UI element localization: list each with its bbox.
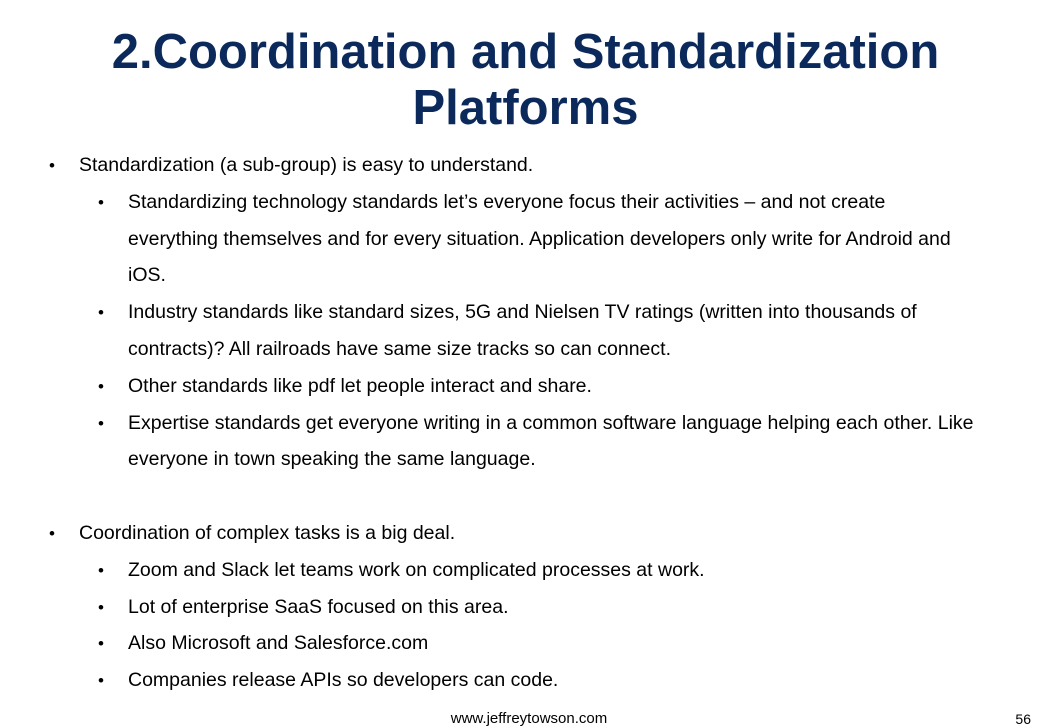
sub-bullet-icon: • — [98, 192, 104, 212]
page-number: 56 — [1015, 711, 1031, 727]
section-heading: Coordination of complex tasks is a big deal. — [79, 522, 456, 544]
section-heading: Standardization (a sub-group) is easy to understand. — [79, 154, 534, 176]
sub-bullet-icon: • — [98, 634, 104, 654]
slide-title — [0, 24, 1051, 136]
footer-url: www.jeffreytowson.com — [450, 710, 608, 727]
sub-bullet-icon: • — [98, 597, 104, 617]
sub-bullet-text: everything themselves and for every situation. Application developers only write for Android and — [128, 227, 951, 250]
sub-bullet-text: Zoom and Slack let teams work on complicated processes at work. — [128, 558, 705, 581]
sub-bullet-text: Industry standards like standard sizes, 5G and Nielsen TV ratings (written into thousands of — [128, 301, 917, 324]
sub-bullet-text: Expertise standards get everyone writing in a common software language helping each other. Like — [128, 411, 974, 434]
sub-bullet-icon: • — [98, 671, 104, 691]
sub-bullet-text: Standardizing technology standards let’s everyone focus their activities – and not create — [128, 190, 886, 213]
sub-bullet-icon: • — [98, 560, 104, 580]
sub-bullet-text: Also Microsoft and Salesforce.com — [128, 632, 429, 655]
sub-bullet-icon: • — [98, 376, 104, 396]
sub-bullet-text: Companies release APIs so developers can code. — [128, 669, 559, 692]
bullet-icon: • — [49, 524, 55, 543]
bullet-icon: • — [49, 156, 55, 175]
title-line-1: 2.Coordination and Standardization — [111, 25, 940, 79]
sub-bullet-text: iOS. — [128, 264, 166, 287]
sub-bullet-text: Other standards like pdf let people interact and share. — [128, 374, 592, 397]
sub-bullet-icon: • — [98, 413, 104, 433]
sub-bullet-text: Lot of enterprise SaaS focused on this area. — [128, 595, 509, 618]
sub-bullet-icon: • — [98, 303, 104, 323]
sub-bullet-text: contracts)? All railroads have same size tracks so can connect. — [128, 338, 671, 360]
title-line-2: Platforms — [412, 81, 639, 135]
sub-bullet-text: everyone in town speaking the same language. — [128, 448, 536, 471]
